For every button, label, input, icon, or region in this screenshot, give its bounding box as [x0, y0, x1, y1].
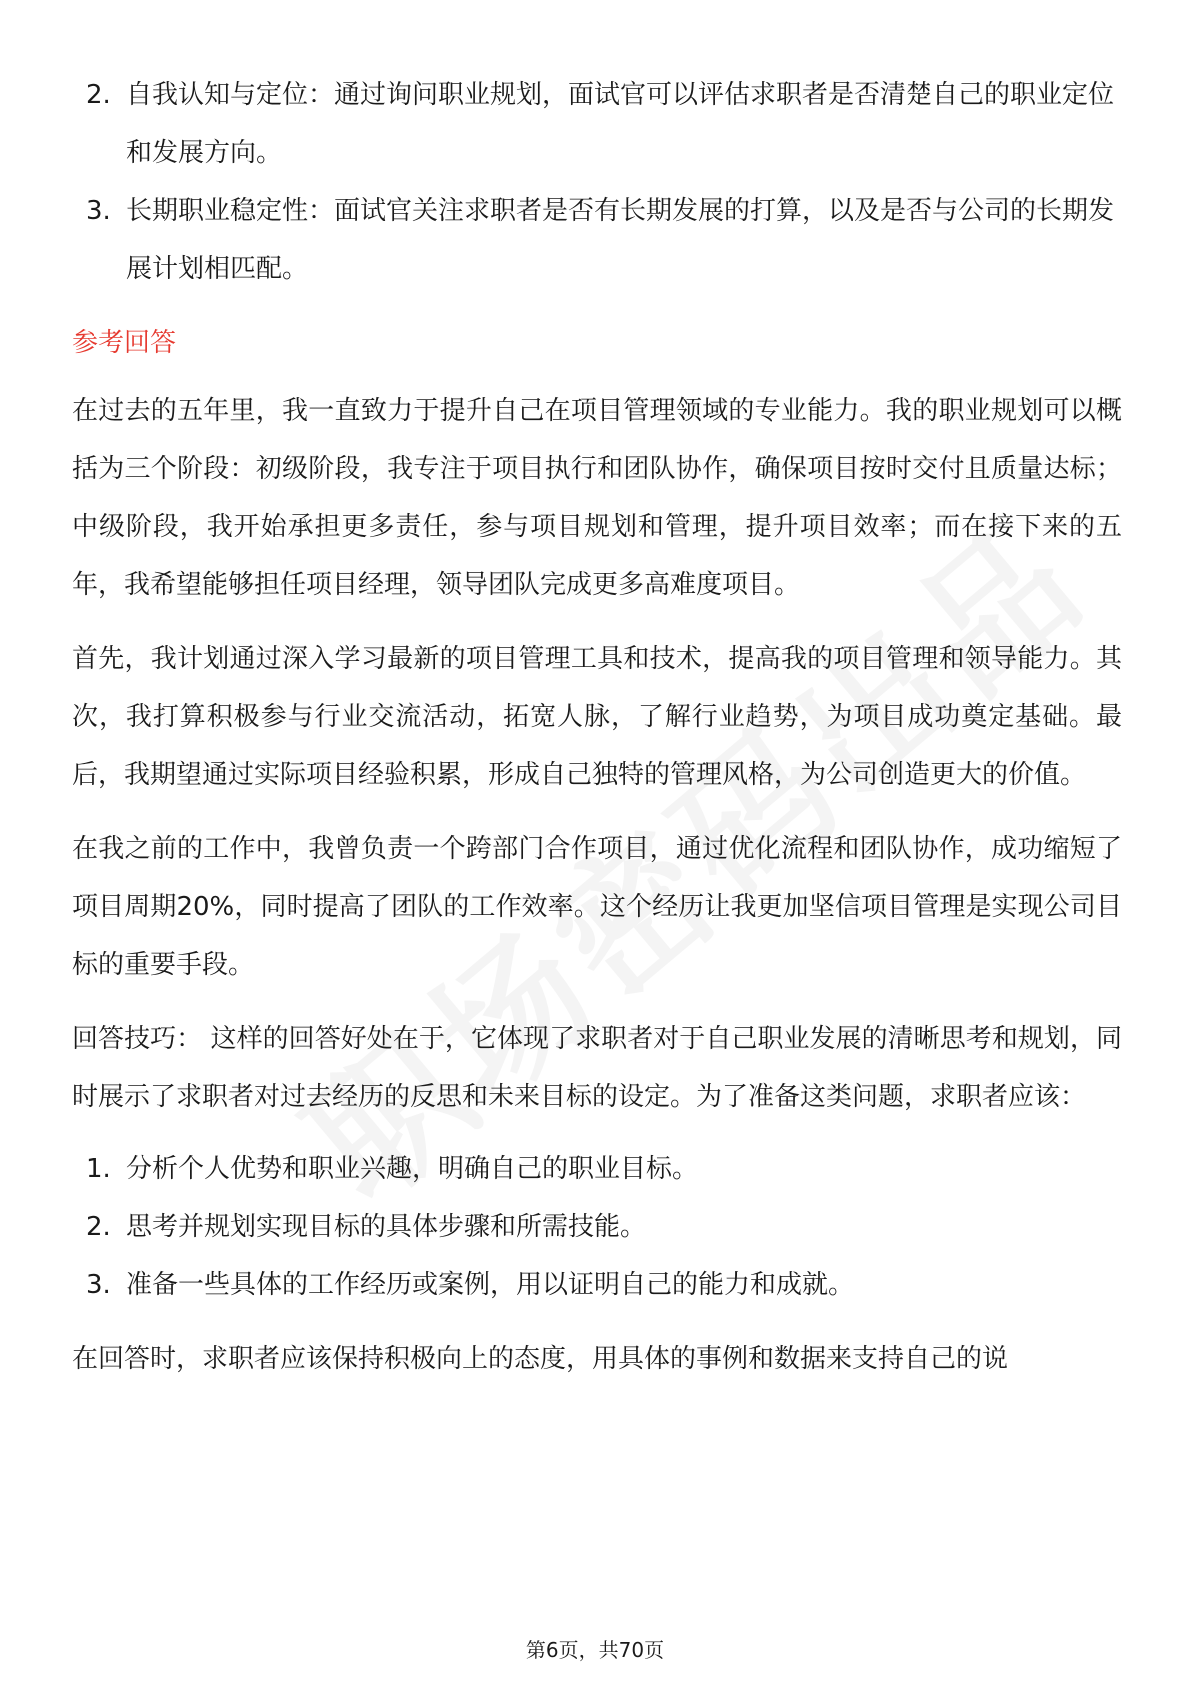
section-title: 参考回答	[72, 328, 177, 358]
page-footer: 第6页，共70页	[525, 1638, 665, 1662]
list-item	[72, 182, 1122, 298]
list-text: 准备一些具体的工作经历或案例，用以证明自己的能力和成就。	[126, 1270, 855, 1300]
closing-paragraph: 在回答时，求职者应该保持积极向上的态度，用具体的事例和数据来支持自己的说	[72, 1344, 1009, 1374]
tips-list	[72, 1140, 1122, 1314]
tips-paragraph: 回答技巧： 这样的回答好处在于，它体现了求职者对于自己职业发展的清晰思考和规划，同时展示了求职者对过去经历的反思和未来目标的设定。为了准备这类问题，求职者应该：	[72, 1024, 1122, 1112]
list-item	[72, 1140, 1122, 1198]
list-number: 2.	[86, 1212, 111, 1242]
list-item	[72, 66, 1122, 182]
list-text: 自我认知与定位：通过询问职业规划，面试官可以评估求职者是否清楚自己的职业定位和发展方向。	[126, 80, 1115, 168]
list-text: 分析个人优势和职业兴趣，明确自己的职业目标。	[126, 1154, 699, 1184]
answer-paragraph: 在我之前的工作中，我曾负责一个跨部门合作项目，通过优化流程和团队协作，成功缩短了项目周期20%，同时提高了团队的工作效率。这个经历让我更加坚信项目管理是实现公司目标的重要手段。	[72, 834, 1122, 980]
page-content	[72, 66, 1122, 1388]
criteria-list	[72, 66, 1122, 298]
answer-paragraph: 在过去的五年里，我一直致力于提升自己在项目管理领域的专业能力。我的职业规划可以概括为三个阶段：初级阶段，我专注于项目执行和团队协作，确保项目按时交付且质量达标；中级阶段，我开始承担更多责任，参与项目规划和管理，提升项目效率；而在接下来的五年，我希望能够担任项目经理，领导团队完成更多高难度项目。	[72, 396, 1122, 600]
list-number: 3.	[86, 1270, 111, 1300]
list-text: 思考并规划实现目标的具体步骤和所需技能。	[126, 1212, 647, 1242]
list-number: 1.	[86, 1154, 111, 1184]
list-text: 长期职业稳定性：面试官关注求职者是否有长期发展的打算，以及是否与公司的长期发展计划相匹配。	[126, 196, 1115, 284]
answer-paragraph: 首先，我计划通过深入学习最新的项目管理工具和技术，提高我的项目管理和领导能力。其次，我打算积极参与行业交流活动，拓宽人脉，了解行业趋势，为项目成功奠定基础。最后，我期望通过实际项目经验积累，形成自己独特的管理风格，为公司创造更大的价值。	[72, 644, 1122, 790]
list-number: 3.	[86, 196, 111, 226]
list-number: 2.	[86, 80, 111, 110]
list-item	[72, 1256, 1122, 1314]
list-item	[72, 1198, 1122, 1256]
